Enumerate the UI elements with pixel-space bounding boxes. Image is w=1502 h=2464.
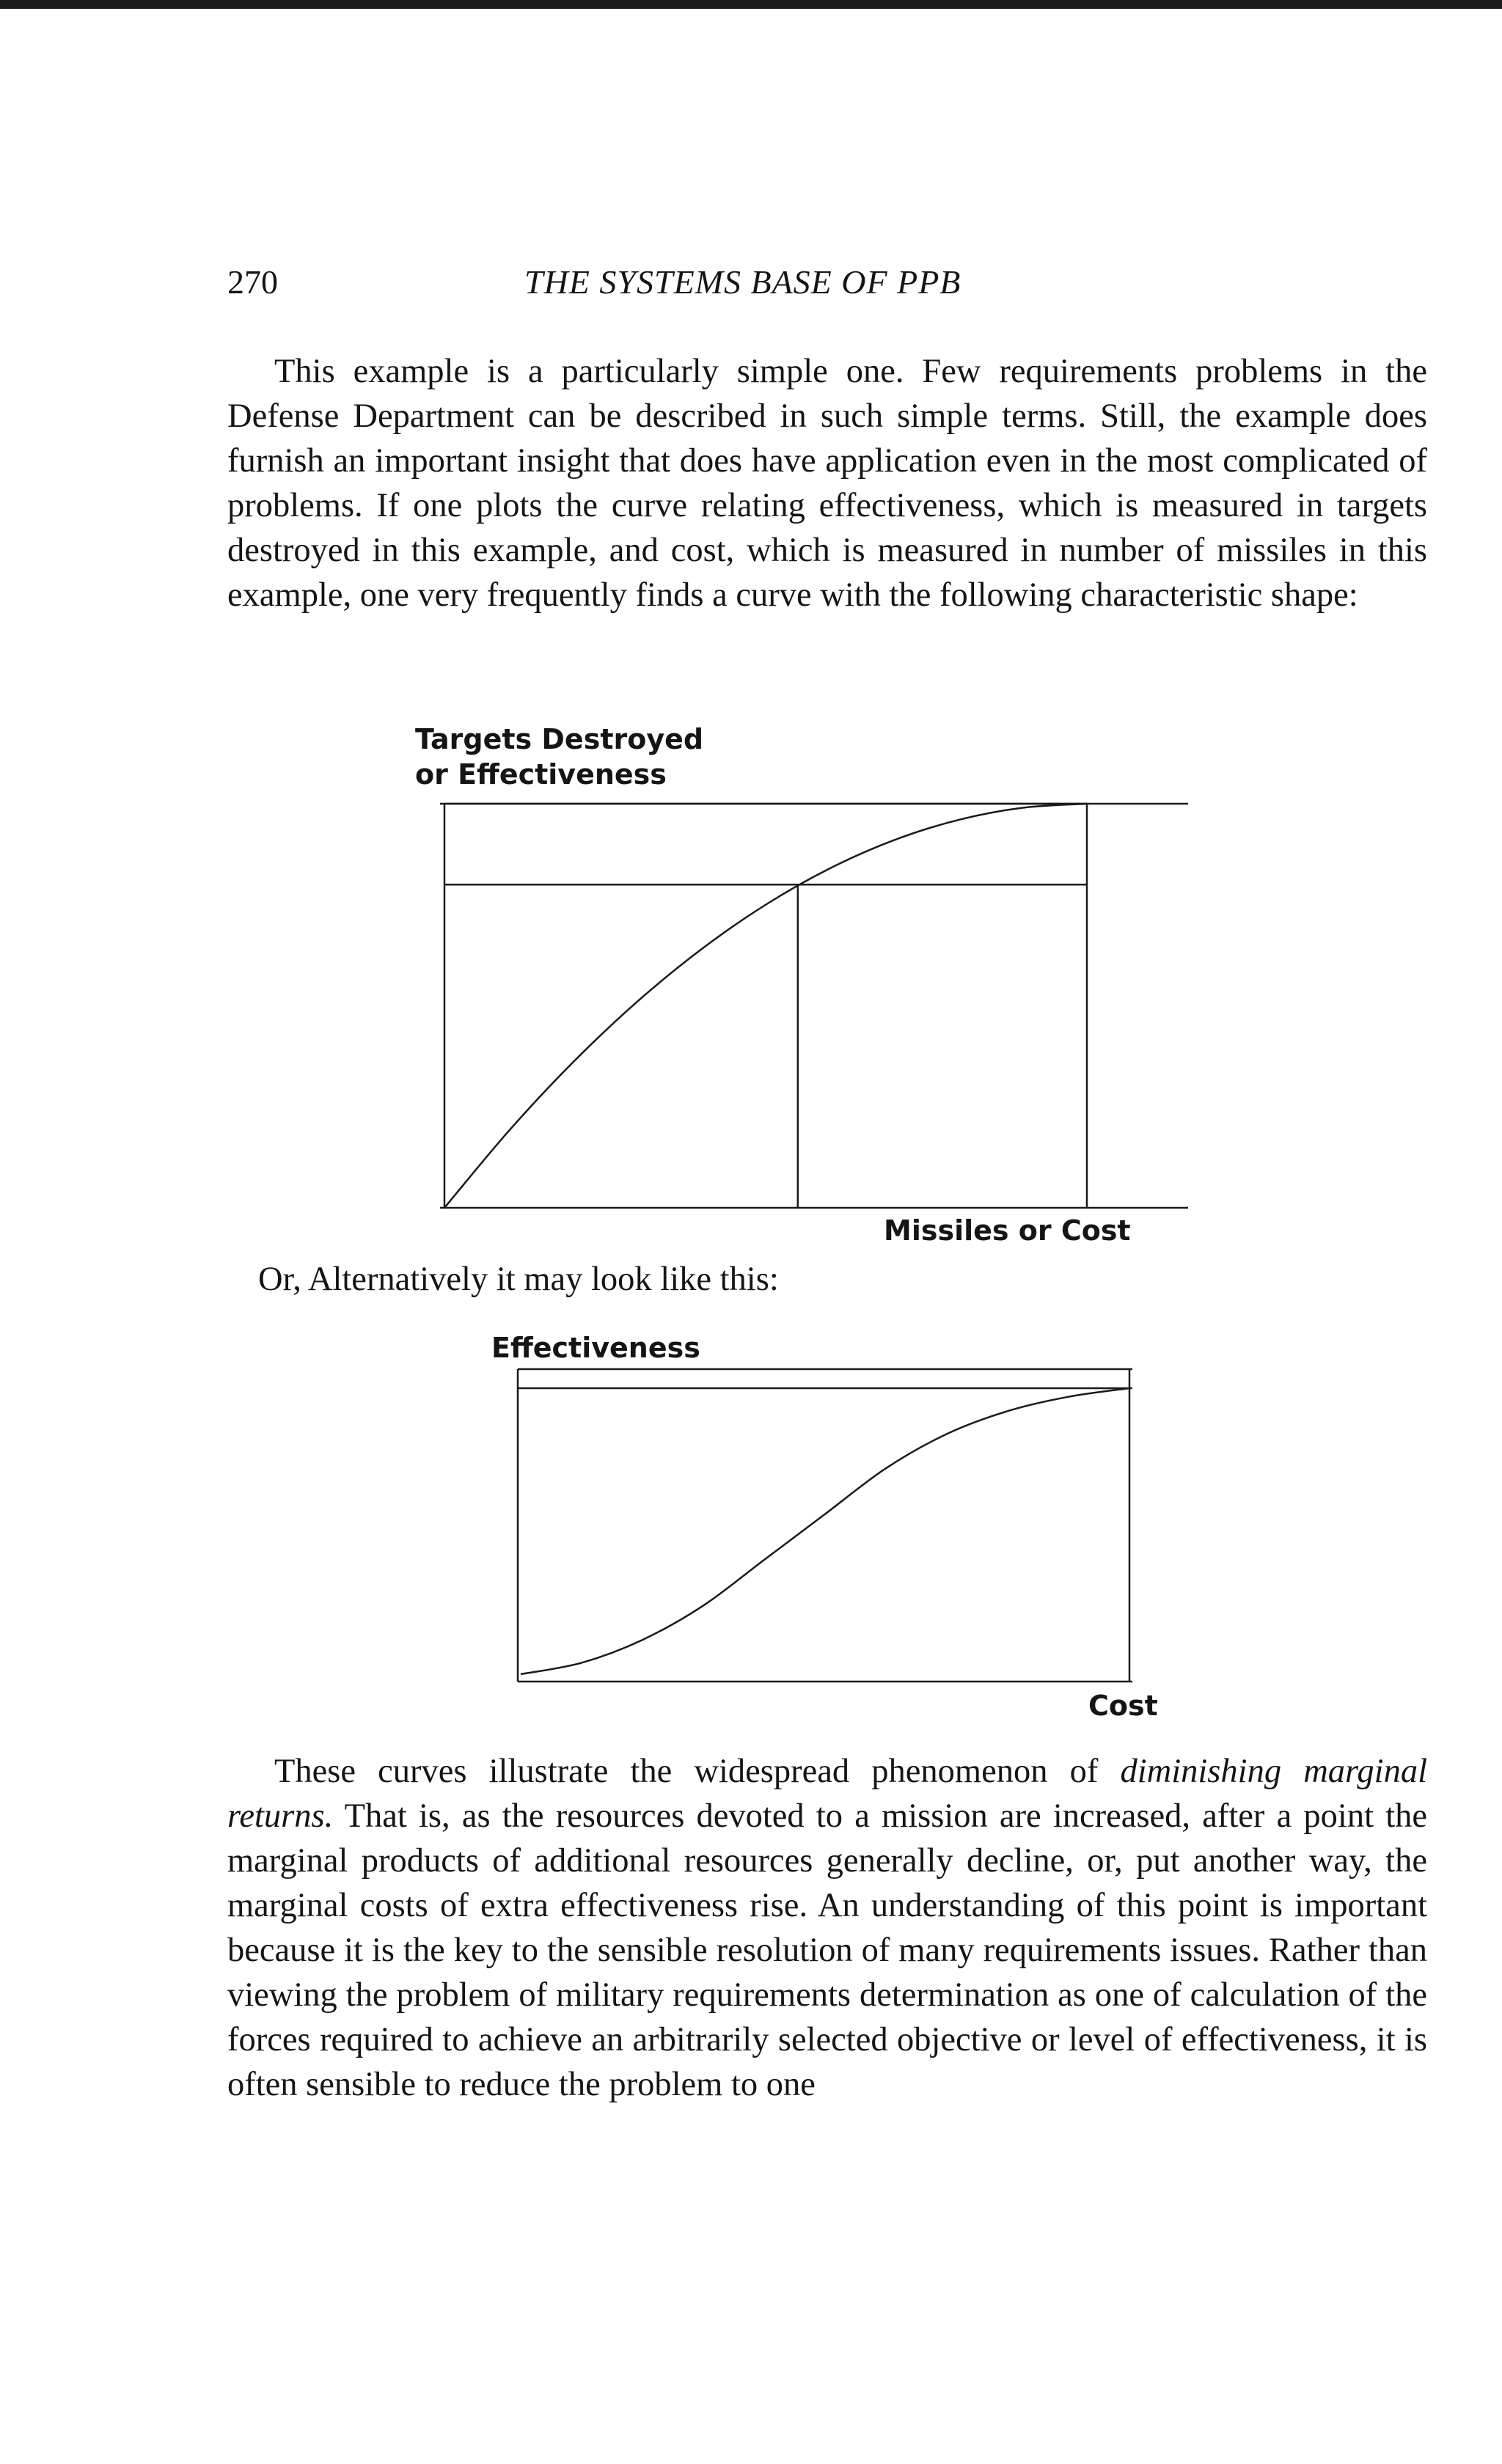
running-title: THE SYSTEMS BASE OF PPB <box>524 263 961 301</box>
page-header <box>0 263 1502 307</box>
paragraph-returns-after: That is, as the resources devoted to a mission are increased, after a point the marginal products of additional resources generally decline, or, put another way, the marginal costs of extra effectiveness rise. An understanding of this point is important because it is the key to the sensible resolution of many requirements issues. Rather than viewing the problem of military requirements determination as one of calculation of the forces required to achieve an arbitrarily selected objective or level of effectiveness, it is often sensible to reduce the problem to one <box>227 1797 1427 2103</box>
alternative-text: Or, Alternatively it may look like this: <box>258 1261 779 1298</box>
figure2-xlabel: Cost <box>1088 1690 1158 1722</box>
paragraph-intro-text: This example is a particularly simple one. Few requirements problems in the Defense Department can be described in such simple terms. Still, the example does furnish an important insight that does have application even in the most complicated of problems. If one plots the curve relating effectiveness, which is measured in targets destroyed in this example, and cost, which is measured in number of missiles in this example, one very frequently finds a curve with the following characteristic shape: <box>227 353 1427 614</box>
paragraph-returns-italic: diminishing marginal returns. <box>227 1753 1427 1835</box>
page-top-border <box>0 0 1502 9</box>
page-number: 270 <box>227 263 278 301</box>
figure1-ylabel-line1: Targets Destroyed <box>415 723 704 755</box>
paragraph-returns <box>227 1749 1427 2107</box>
figure2-curve <box>521 1388 1129 1674</box>
figure2-ylabel: Effectiveness <box>491 1332 700 1364</box>
paragraph-intro <box>227 349 1427 617</box>
figure1-xlabel: Missiles or Cost <box>884 1214 1131 1247</box>
figure1-curve <box>444 804 1087 1208</box>
paragraph-returns-before: These curves illustrate the widespread phenomenon of <box>274 1753 1121 1790</box>
figure1-ylabel-line2: or Effectiveness <box>415 758 667 791</box>
